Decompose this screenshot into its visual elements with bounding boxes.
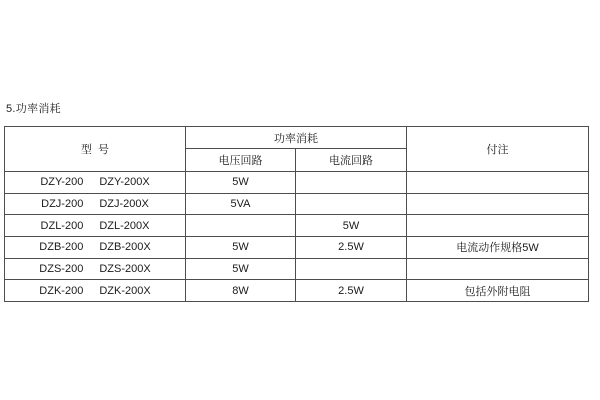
- header-note: 付注: [407, 127, 589, 172]
- model-name: DZK-200: [39, 284, 84, 297]
- cell-model: [5, 193, 186, 215]
- cell-model: [5, 258, 186, 280]
- cell-current: [296, 193, 407, 215]
- cell-note: [407, 215, 589, 237]
- header-row-group: [5, 127, 589, 149]
- cell-voltage: 5VA: [186, 193, 296, 215]
- model-name: DZY-200: [40, 176, 84, 189]
- cell-voltage: 5W: [186, 237, 296, 259]
- cell-model: [5, 237, 186, 259]
- table-row: [5, 215, 589, 237]
- cell-current: 5W: [296, 215, 407, 237]
- model-name: DZJ-200X: [99, 198, 149, 211]
- header-current-circuit: 电流回路: [296, 149, 407, 172]
- cell-current: [296, 172, 407, 194]
- model-name: DZY-200X: [99, 176, 150, 189]
- cell-note: [407, 258, 589, 280]
- cell-voltage: 8W: [186, 280, 296, 302]
- model-name: DZJ-200: [41, 198, 84, 211]
- model-name: DZS-200X: [99, 263, 151, 276]
- model-name: DZS-200: [39, 263, 84, 276]
- cell-current: 2.5W: [296, 280, 407, 302]
- header-model: [5, 127, 186, 172]
- cell-model: [5, 280, 186, 302]
- header-power-group: 功率消耗: [186, 127, 407, 149]
- model-name: DZB-200X: [99, 241, 151, 254]
- cell-current: [296, 258, 407, 280]
- power-consumption-table: [4, 126, 589, 302]
- cell-note: 电流动作规格5W: [407, 237, 589, 259]
- cell-voltage: 5W: [186, 258, 296, 280]
- cell-model: [5, 215, 186, 237]
- table-row: [5, 280, 589, 302]
- model-name: DZK-200X: [99, 284, 151, 297]
- cell-note: 包括外附电阻: [407, 280, 589, 302]
- header-model-label: 型 号: [80, 144, 110, 156]
- cell-note: [407, 193, 589, 215]
- cell-model: [5, 172, 186, 194]
- cell-current: 2.5W: [296, 237, 407, 259]
- table-row: [5, 193, 589, 215]
- table-row: [5, 172, 589, 194]
- header-voltage-circuit: 电压回路: [186, 149, 296, 172]
- model-name: DZB-200: [39, 241, 84, 254]
- cell-note: [407, 172, 589, 194]
- model-name: DZL-200X: [99, 219, 150, 232]
- table-row: [5, 237, 589, 259]
- cell-voltage: [186, 215, 296, 237]
- section-title: 5.功率消耗: [6, 103, 61, 115]
- table-row: [5, 258, 589, 280]
- cell-voltage: 5W: [186, 172, 296, 194]
- model-name: DZL-200: [40, 219, 84, 232]
